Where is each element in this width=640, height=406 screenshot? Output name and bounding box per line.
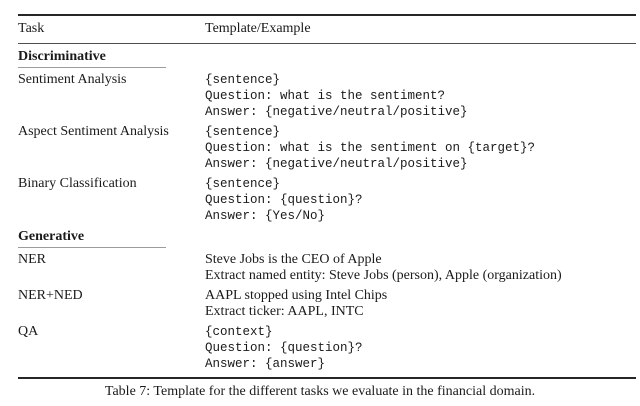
template-line: Extract ticker: AAPL, INTC	[205, 304, 364, 319]
table-row	[18, 176, 636, 224]
table-row	[18, 72, 636, 120]
template-line: Answer: {negative/neutral/positive}	[205, 157, 468, 171]
table-row	[18, 252, 636, 284]
section-header: Discriminative	[18, 49, 106, 64]
template-line: Answer: {answer}	[205, 357, 326, 371]
template-line: Question: what is the sentiment?	[205, 89, 446, 103]
template-cell	[205, 124, 636, 172]
template-cell	[205, 72, 636, 120]
section-rule	[18, 67, 166, 68]
header-rule	[18, 43, 636, 44]
task-cell: NER	[18, 252, 46, 267]
tasks-template-table	[18, 14, 636, 379]
task-cell: Aspect Sentiment Analysis	[18, 124, 169, 139]
column-header-task: Task	[18, 21, 45, 36]
table-row	[18, 324, 636, 372]
template-line: {context}	[205, 325, 273, 339]
template-line: Question: what is the sentiment on {target}?	[205, 141, 536, 155]
template-cell	[205, 252, 636, 284]
task-cell: Sentiment Analysis	[18, 72, 127, 87]
table-caption: Table 7: Template for the different tasks we evaluate in the financial domain.	[104, 384, 536, 399]
template-line: Extract named entity: Steve Jobs (person), Apple (organization)	[205, 268, 562, 283]
template-line: {sentence}	[205, 125, 281, 139]
template-line: AAPL stopped using Intel Chips	[205, 288, 388, 303]
template-line: {sentence}	[205, 177, 281, 191]
template-cell	[205, 176, 636, 224]
task-cell: NER+NED	[18, 288, 83, 303]
template-line: Answer: {negative/neutral/positive}	[205, 105, 468, 119]
task-cell: QA	[18, 324, 39, 339]
bottom-rule	[18, 377, 636, 379]
task-cell: Binary Classification	[18, 176, 137, 191]
template-line: Steve Jobs is the CEO of Apple	[205, 252, 382, 267]
template-line: Question: {question}?	[205, 341, 363, 355]
template-line: Answer: {Yes/No}	[205, 209, 326, 223]
table-row	[18, 124, 636, 172]
section-rule	[18, 247, 166, 248]
column-header-template-example: Template/Example	[205, 21, 311, 36]
table-header-row	[18, 16, 636, 43]
template-line: {sentence}	[205, 73, 281, 87]
section-header: Generative	[18, 229, 85, 244]
template-cell	[205, 288, 636, 320]
table-body	[18, 48, 636, 372]
table-row	[18, 288, 636, 320]
template-line: Question: {question}?	[205, 193, 363, 207]
template-cell	[205, 324, 636, 372]
